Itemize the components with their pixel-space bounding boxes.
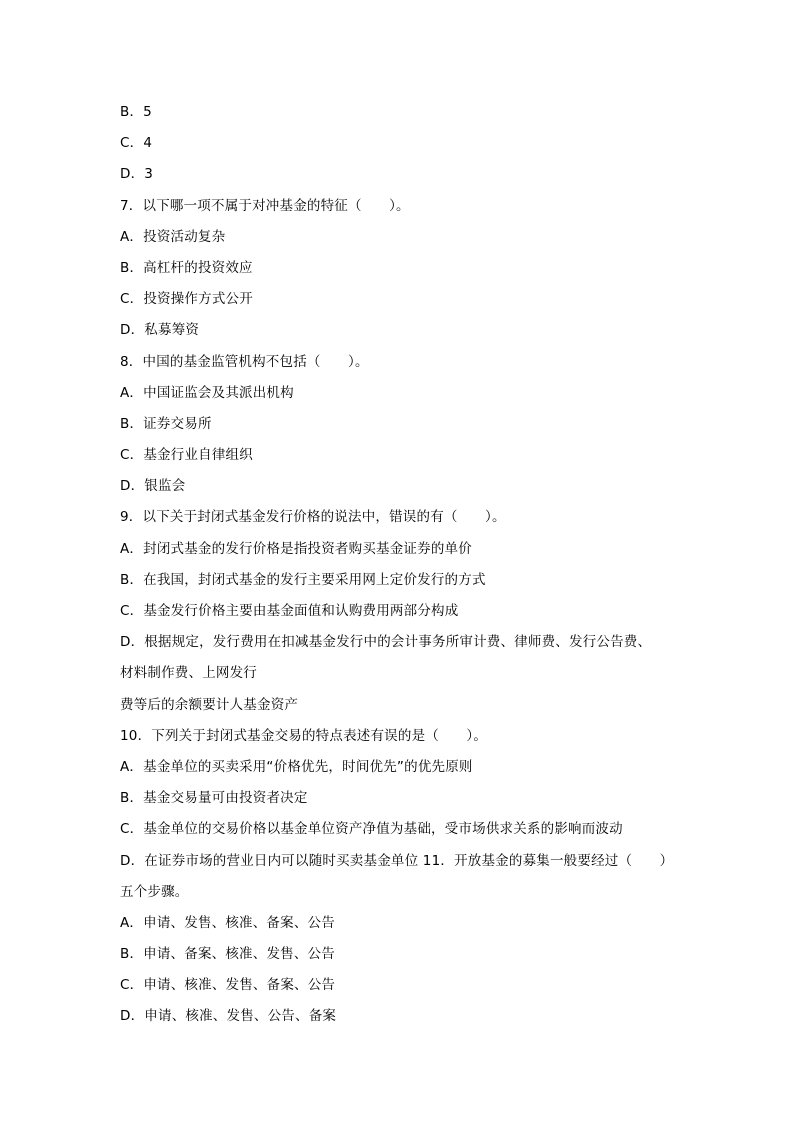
- option-b-q8: B．证券交易所: [120, 415, 212, 432]
- option-a-q8: A．中国证监会及其派出机构: [120, 384, 294, 401]
- option-b-q10: B．基金交易量可由投资者决定: [120, 790, 308, 807]
- option-a-q7: A．投资活动复杂: [120, 228, 226, 245]
- option-c-q6: C．4: [120, 135, 153, 152]
- option-d-q7: D．私募筹资: [120, 322, 200, 339]
- question-9: 9．以下关于封闭式基金发行价格的说法中，错误的有（ ）。: [120, 509, 506, 526]
- option-d-q9-continued: 材料制作费、上网发行: [120, 665, 257, 682]
- option-d-q9-continued-2: 费等后的余额要计人基金资产: [120, 696, 299, 713]
- option-a-q10: A．基金单位的买卖采用“价格优先，时间优先”的优先原则: [120, 758, 473, 775]
- document-body: [120, 100, 720, 1036]
- option-b-q9: B．在我国，封闭式基金的发行主要采用网上定价发行的方式: [120, 571, 486, 588]
- question-7: 7．以下哪一项不属于对冲基金的特征（ ）。: [120, 197, 410, 214]
- option-d-q11: D．申请、核准、发售、公告、备案: [120, 1008, 337, 1025]
- option-d-q10-and-question-11: D．在证券市场的营业日内可以随时买卖基金单位 11．开放基金的募集一般要经过（ ）: [120, 852, 674, 869]
- option-d-q6: D．3: [120, 166, 154, 183]
- option-d-q9: D．根据规定，发行费用在扣减基金发行中的会计事务所审计费、律师费、发行公告费、: [120, 634, 652, 651]
- option-b-q11: B．申请、备案、核准、发售、公告: [120, 946, 335, 963]
- option-c-q7: C．投资操作方式公开: [120, 291, 253, 308]
- option-c-q11: C．申请、核准、发售、备案、公告: [120, 977, 336, 994]
- question-10: 10．下列关于封闭式基金交易的特点表述有误的是（ ）。: [120, 727, 488, 744]
- option-a-q9: A．封闭式基金的发行价格是指投资者购买基金证券的单价: [120, 540, 472, 557]
- option-c-q10: C．基金单位的交易价格以基金单位资产净值为基础，受市场供求关系的影响而波动: [120, 821, 623, 838]
- option-b-q7: B．高杠杆的投资效应: [120, 259, 253, 276]
- option-c-q8: C．基金行业自律组织: [120, 447, 253, 464]
- option-b-q6: B．5: [120, 104, 152, 120]
- option-a-q11: A．申请、发售、核准、备案、公告: [120, 914, 335, 931]
- question-8: 8．中国的基金监管机构不包括（ ）。: [120, 353, 369, 370]
- question-11-continued: 五个步骤。: [120, 883, 189, 900]
- option-d-q8: D．银监会: [120, 478, 186, 495]
- option-c-q9: C．基金发行价格主要由基金面值和认购费用两部分构成: [120, 603, 459, 619]
